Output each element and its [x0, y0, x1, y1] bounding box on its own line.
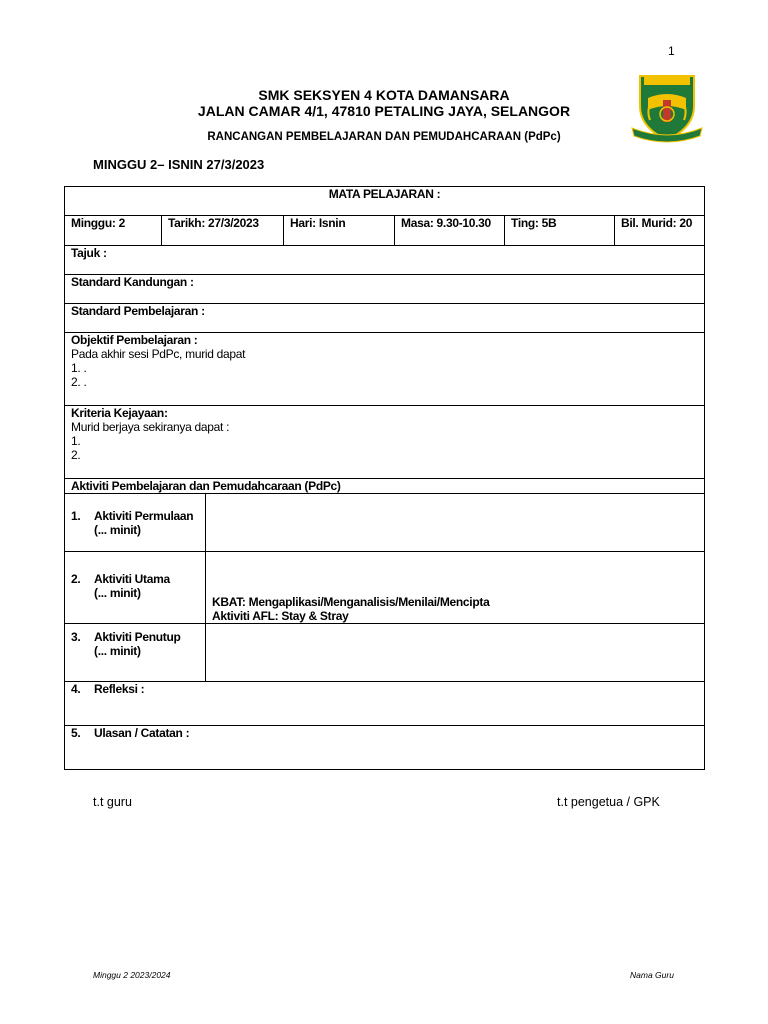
notes-cell [65, 726, 705, 770]
success-criteria-intro: Murid berjaya sekiranya dapat : [71, 420, 230, 434]
page-number: 1 [668, 44, 675, 58]
activity-duration: (... minit) [94, 644, 141, 658]
objective-item: 2. . [71, 375, 87, 389]
objectives-label: Objektif Pembelajaran : [71, 333, 198, 347]
day-cell: Hari: Isnin [284, 216, 395, 246]
students-cell: Bil. Murid: 20 [615, 216, 705, 246]
week-cell: Minggu: 2 [65, 216, 162, 246]
notes-label: Ulasan / Catatan : [94, 726, 190, 740]
afl-text: Aktiviti AFL: Stay & Stray [212, 609, 349, 623]
week-heading: MINGGU 2– ISNIN 27/3/2023 [93, 157, 265, 172]
success-criteria-item: 1. [71, 434, 81, 448]
footer-teacher-name: Nama Guru [630, 970, 674, 980]
plan-title: RANCANGAN PEMBELAJARAN DAN PEMUDAHCARAAN (PdPc) [207, 131, 561, 143]
content-standard-label: Standard Kandungan : [65, 275, 705, 304]
teacher-signature-label: t.t guru [93, 795, 132, 809]
notes-number: 5. [71, 726, 81, 740]
success-criteria-cell [65, 406, 705, 479]
activity-closing-label [65, 624, 206, 682]
activity-title: Aktiviti Utama [94, 572, 170, 586]
principal-signature-label: t.t pengetua / GPK [557, 795, 660, 809]
topic-label: Tajuk : [65, 246, 705, 275]
time-cell: Masa: 9.30-10.30 [395, 216, 505, 246]
success-criteria-label: Kriteria Kejayaan: [71, 406, 168, 420]
objective-item: 1. . [71, 361, 87, 375]
reflection-number: 4. [71, 682, 81, 696]
date-cell: Tarikh: 27/3/2023 [162, 216, 284, 246]
activity-main-label [65, 552, 206, 624]
activities-heading: Aktiviti Pembelajaran dan Pemudahcaraan (PdPc) [65, 479, 705, 494]
reflection-cell [65, 682, 705, 726]
objectives-cell [65, 333, 705, 406]
reflection-label: Refleksi : [94, 682, 145, 696]
footer-week: Minggu 2 2023/2024 [93, 970, 171, 980]
activity-title: Aktiviti Penutup [94, 630, 181, 644]
success-criteria-item: 2. [71, 448, 81, 462]
activity-number: 2. [71, 572, 81, 586]
activity-main-content [206, 552, 705, 624]
activity-duration: (... minit) [94, 586, 141, 600]
learning-standard-label: Standard Pembelajaran : [65, 304, 705, 333]
objectives-intro: Pada akhir sesi PdPc, murid dapat [71, 347, 246, 361]
activity-starter-label [65, 494, 206, 552]
school-name: SMK SEKSYEN 4 KOTA DAMANSARA [258, 87, 510, 103]
activity-closing-content [206, 624, 705, 682]
school-address: JALAN CAMAR 4/1, 47810 PETALING JAYA, SELANGOR [197, 103, 571, 119]
activity-starter-content [206, 494, 705, 552]
activity-number: 1. [71, 508, 81, 523]
lesson-plan-table [64, 186, 705, 770]
activity-title: Aktiviti Permulaan [94, 508, 194, 523]
activity-duration: (... minit) [94, 522, 141, 537]
subject-label: MATA PELAJARAN : [65, 187, 705, 216]
school-crest-logo [630, 70, 704, 144]
form-cell: Ting: 5B [505, 216, 615, 246]
activity-number: 3. [71, 630, 81, 644]
kbat-text: KBAT: Mengaplikasi/Menganalisis/Menilai/Mencipta [212, 595, 490, 609]
